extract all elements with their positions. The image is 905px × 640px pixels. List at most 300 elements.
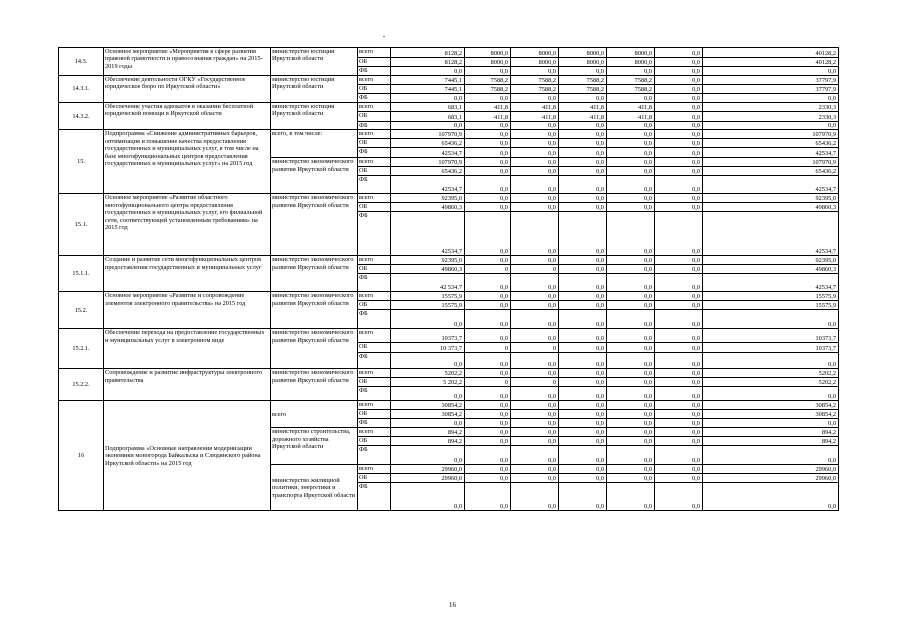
amount-cell: 107970,9 (703, 158, 839, 167)
amount-cell: 0,0 (559, 387, 607, 401)
funding-source-cell: ОБ (358, 167, 391, 176)
amount-cell: 92395,0 (703, 194, 839, 203)
funding-source-cell: ФБ (358, 483, 391, 511)
amount-cell: 0,0 (511, 301, 559, 310)
description-cell: Обеспечение деятельности ОГКУ «Государственное юридическое бюро по Иркутской области» (104, 76, 271, 103)
amount-cell: 0,0 (511, 167, 559, 176)
description-cell: министерство экономического развития Иркутской области (271, 158, 358, 194)
amount-cell: 0,0 (703, 483, 839, 511)
amount-cell: 5202,2 (703, 369, 839, 378)
amount-cell: 0,0 (607, 212, 655, 256)
amount-cell: 0,0 (465, 256, 511, 265)
funding-source-cell: ОБ (358, 301, 391, 310)
amount-cell: 0,0 (559, 419, 607, 428)
amount-cell: 0,0 (607, 343, 655, 353)
description-cell: Обеспечение участия адвокатов в оказании бесплатной юридической помощи в Иркутской области (104, 103, 271, 130)
amount-cell: 0,0 (655, 256, 703, 265)
amount-cell: 0,0 (655, 401, 703, 410)
amount-cell: 0,0 (655, 446, 703, 465)
funding-source-cell: ФБ (358, 67, 391, 76)
amount-cell: 0,0 (391, 94, 465, 103)
amount-cell: 0,0 (465, 167, 511, 176)
amount-cell: 65436,2 (703, 167, 839, 176)
amount-cell: 0,0 (511, 67, 559, 76)
budget-table (58, 47, 839, 511)
amount-cell: 0,0 (559, 483, 607, 511)
amount-cell: 0,0 (607, 265, 655, 274)
row-code-cell: 15.1. (59, 194, 104, 256)
amount-cell: 0,0 (655, 122, 703, 130)
table-row (59, 76, 839, 85)
amount-cell: 0,0 (703, 446, 839, 465)
amount-cell: 40128,2 (703, 48, 839, 58)
amount-cell: 0,0 (391, 446, 465, 465)
amount-cell: 0,0 (607, 203, 655, 212)
amount-cell: 0,0 (511, 176, 559, 194)
amount-cell: 37797,9 (703, 85, 839, 94)
amount-cell: 0,0 (655, 437, 703, 446)
scan-speck (383, 36, 385, 37)
funding-source-cell: всего (358, 465, 391, 474)
amount-cell: 7588,2 (607, 76, 655, 85)
row-code-cell: 15.2.1. (59, 329, 104, 369)
amount-cell: 0,0 (655, 167, 703, 176)
row-code-cell: 15.2. (59, 292, 104, 329)
amount-cell: 42534,7 (703, 274, 839, 292)
amount-cell: 0,0 (391, 67, 465, 76)
amount-cell: 42534,7 (703, 212, 839, 256)
amount-cell: 0,0 (511, 428, 559, 437)
amount-cell: 107970,9 (703, 130, 839, 139)
amount-cell: 0,0 (559, 212, 607, 256)
amount-cell: 0,0 (559, 378, 607, 387)
amount-cell: 30854,2 (703, 401, 839, 410)
amount-cell: 0,0 (703, 353, 839, 369)
funding-source-cell: всего (358, 130, 391, 139)
amount-cell: 0,0 (655, 419, 703, 428)
funding-source-cell: всего (358, 194, 391, 203)
funding-source-cell: всего (358, 103, 391, 112)
amount-cell: 0,0 (607, 401, 655, 410)
funding-source-cell: ОБ (358, 58, 391, 67)
amount-cell: 0,0 (655, 148, 703, 158)
description-cell: Сопровождение и развитие инфраструктуры электронного правительства (104, 369, 271, 401)
amount-cell: 0,0 (465, 465, 511, 474)
amount-cell: 0,0 (655, 130, 703, 139)
amount-cell: 15575,9 (391, 292, 465, 301)
amount-cell: 29960,0 (391, 474, 465, 483)
amount-cell: 7588,2 (511, 85, 559, 94)
amount-cell: 29960,0 (703, 474, 839, 483)
amount-cell: 0,0 (607, 274, 655, 292)
amount-cell: 7588,2 (559, 76, 607, 85)
amount-cell: 0,0 (559, 203, 607, 212)
amount-cell: 15575,9 (703, 292, 839, 301)
amount-cell: 49860,3 (391, 265, 465, 274)
amount-cell: 0,0 (655, 369, 703, 378)
funding-source-cell: ОБ (358, 474, 391, 483)
amount-cell: 0,0 (559, 401, 607, 410)
funding-source-cell: ФБ (358, 176, 391, 194)
amount-cell: 0,0 (465, 139, 511, 148)
amount-cell: 10373,7 (703, 329, 839, 343)
amount-cell: 0,0 (655, 378, 703, 387)
amount-cell: 0,0 (655, 310, 703, 329)
amount-cell: 0,0 (655, 158, 703, 167)
amount-cell: 10373,7 (391, 329, 465, 343)
amount-cell: 0,0 (655, 48, 703, 58)
amount-cell: 7588,2 (465, 76, 511, 85)
amount-cell: 40128,2 (703, 58, 839, 67)
row-code-cell: 14.3.1. (59, 76, 104, 103)
description-cell: министерство жилищной политики, энергетики и транспорта Иркутской области (271, 465, 358, 511)
description-cell: министерство экономического развития Иркутской области (271, 292, 358, 329)
amount-cell: 8128,2 (391, 58, 465, 67)
description-cell: министерство экономического развития Иркутской области (271, 256, 358, 292)
amount-cell: 0,0 (559, 256, 607, 265)
amount-cell: 30854,2 (391, 401, 465, 410)
amount-cell: 0,0 (465, 176, 511, 194)
amount-cell: 0,0 (655, 474, 703, 483)
amount-cell: 42534,7 (391, 176, 465, 194)
amount-cell: 8000,0 (465, 58, 511, 67)
amount-cell: 0,0 (655, 274, 703, 292)
amount-cell: 0,0 (655, 343, 703, 353)
amount-cell: 0,0 (391, 353, 465, 369)
amount-cell: 15575,9 (391, 301, 465, 310)
amount-cell: 2330,3 (703, 103, 839, 112)
amount-cell: 7588,2 (607, 85, 655, 94)
funding-source-cell: всего (358, 158, 391, 167)
amount-cell: 0,0 (559, 428, 607, 437)
amount-cell: 0,0 (465, 310, 511, 329)
amount-cell: 0,0 (391, 122, 465, 130)
amount-cell: 0,0 (607, 122, 655, 130)
funding-source-cell: ОБ (358, 410, 391, 419)
table-row (59, 256, 839, 265)
amount-cell: 0,0 (559, 265, 607, 274)
description-cell: министерство экономического развития Иркутской области (271, 369, 358, 401)
amount-cell: 0,0 (511, 446, 559, 465)
amount-cell: 0,0 (511, 437, 559, 446)
amount-cell: 411,8 (559, 112, 607, 122)
amount-cell: 0,0 (511, 369, 559, 378)
amount-cell: 0,0 (607, 410, 655, 419)
amount-cell: 0,0 (655, 112, 703, 122)
description-cell: Подпрограмма «Основные направления модернизации экономики моногорода Байкальска и Слюдянского района Иркутской области» на 2015 год (104, 401, 271, 511)
amount-cell: 0,0 (607, 428, 655, 437)
row-code-cell: 15.1.1. (59, 256, 104, 292)
amount-cell: 0,0 (511, 130, 559, 139)
amount-cell: 0,0 (465, 410, 511, 419)
amount-cell: 0,0 (607, 158, 655, 167)
table-row (59, 48, 839, 58)
description-cell: министерство юстиции Иркутской области (271, 103, 358, 130)
amount-cell: 0,0 (511, 292, 559, 301)
description-cell: всего, в том числе: (271, 130, 358, 158)
amount-cell: 0,0 (655, 387, 703, 401)
amount-cell: 0,0 (559, 158, 607, 167)
amount-cell: 0,0 (703, 67, 839, 76)
funding-source-cell: ФБ (358, 419, 391, 428)
amount-cell: 0,0 (559, 353, 607, 369)
description-cell: Подпрограмма «Снижение административных барьеров, оптимизация и повышение качества предоставления государственных и муниципальных услуг, в том числе на базе многофункциональных центров предоставления государственных и муниципальных услуг» на 2015 год (104, 130, 271, 194)
description-cell: Основное мероприятие «Развитие и сопровождение элементов электронного правительства» на 2015 год (104, 292, 271, 329)
amount-cell: 0,0 (559, 369, 607, 378)
amount-cell: 0,0 (511, 474, 559, 483)
amount-cell: 0,0 (655, 483, 703, 511)
amount-cell: 10373,7 (703, 343, 839, 353)
table-row (59, 369, 839, 378)
amount-cell: 0,0 (559, 176, 607, 194)
amount-cell: 0,0 (465, 387, 511, 401)
amount-cell: 0,0 (607, 67, 655, 76)
funding-source-cell: ОБ (358, 112, 391, 122)
amount-cell: 0,0 (655, 103, 703, 112)
funding-source-cell: ФБ (358, 353, 391, 369)
funding-source-cell: ФБ (358, 310, 391, 329)
amount-cell: 8000,0 (607, 58, 655, 67)
row-code-cell: 14.3. (59, 48, 104, 76)
amount-cell: 0,0 (655, 176, 703, 194)
amount-cell: 0,0 (607, 387, 655, 401)
amount-cell: 0,0 (655, 67, 703, 76)
amount-cell: 894,2 (703, 437, 839, 446)
amount-cell: 65436,2 (391, 167, 465, 176)
amount-cell: 0,0 (511, 212, 559, 256)
amount-cell: 0,0 (703, 419, 839, 428)
amount-cell: 0,0 (511, 256, 559, 265)
amount-cell: 0,0 (511, 310, 559, 329)
amount-cell: 0,0 (465, 194, 511, 203)
amount-cell: 0,0 (465, 419, 511, 428)
amount-cell: 0,0 (511, 329, 559, 343)
amount-cell: 0,0 (559, 67, 607, 76)
amount-cell: 0,0 (511, 387, 559, 401)
funding-source-cell: всего (358, 428, 391, 437)
amount-cell: 0,0 (607, 419, 655, 428)
amount-cell: 0,0 (511, 194, 559, 203)
funding-source-cell: ОБ (358, 139, 391, 148)
amount-cell: 0,0 (559, 122, 607, 130)
amount-cell: 0,0 (465, 446, 511, 465)
description-cell: Основное мероприятие «Мероприятия в сфере развития правовой грамотности и правосознания граждан» на 2015-2019 годы (104, 48, 271, 76)
amount-cell: 0,0 (465, 329, 511, 343)
amount-cell: 411,8 (465, 103, 511, 112)
amount-cell: 0 (511, 265, 559, 274)
funding-source-cell: ОБ (358, 343, 391, 353)
amount-cell: 0,0 (511, 401, 559, 410)
funding-source-cell: всего (358, 48, 391, 58)
amount-cell: 0,0 (465, 428, 511, 437)
table-row (59, 401, 839, 410)
description-cell: министерство строительства, дорожного хозяйства Иркутской области (271, 428, 358, 465)
row-code-cell: 14.3.2. (59, 103, 104, 130)
amount-cell: 0,0 (607, 369, 655, 378)
amount-cell: 0,0 (465, 94, 511, 103)
amount-cell: 42534,7 (703, 176, 839, 194)
amount-cell: 42 534,7 (391, 274, 465, 292)
amount-cell: 0,0 (607, 130, 655, 139)
funding-source-cell: всего (358, 256, 391, 265)
description-cell: министерство экономического развития Иркутской области (271, 329, 358, 369)
amount-cell: 49860,3 (703, 203, 839, 212)
description-cell: Обеспечение перехода на предоставление государственных и муниципальных услуг в электронном виде (104, 329, 271, 369)
amount-cell: 0,0 (559, 274, 607, 292)
amount-cell: 0,0 (655, 353, 703, 369)
funding-source-cell: ОБ (358, 265, 391, 274)
amount-cell: 411,8 (511, 103, 559, 112)
description-cell: Основное мероприятие «Развитие областного многофункционального центра предоставления государственных и муниципальных услуг, его филиальной сети, соответствующей установленным требованиям» на 2015 год (104, 194, 271, 256)
funding-source-cell: ФБ (358, 148, 391, 158)
amount-cell: 0,0 (607, 437, 655, 446)
amount-cell: 0,0 (465, 203, 511, 212)
amount-cell: 65436,2 (703, 139, 839, 148)
amount-cell: 0,0 (511, 148, 559, 158)
amount-cell: 0,0 (559, 94, 607, 103)
amount-cell: 0,0 (655, 94, 703, 103)
amount-cell: 0,0 (391, 419, 465, 428)
amount-cell: 0,0 (655, 58, 703, 67)
row-code-cell: 15.2.2. (59, 369, 104, 401)
amount-cell: 8000,0 (559, 58, 607, 67)
amount-cell: 0,0 (607, 176, 655, 194)
amount-cell: 683,1 (391, 103, 465, 112)
amount-cell: 0,0 (607, 353, 655, 369)
amount-cell: 42534,7 (703, 148, 839, 158)
amount-cell: 0 (465, 343, 511, 353)
amount-cell: 7445,1 (391, 85, 465, 94)
amount-cell: 42534,7 (391, 212, 465, 256)
amount-cell: 0,0 (511, 353, 559, 369)
amount-cell: 894,2 (391, 428, 465, 437)
amount-cell: 0,0 (559, 410, 607, 419)
amount-cell: 92395,0 (391, 194, 465, 203)
amount-cell: 411,8 (511, 112, 559, 122)
amount-cell: 0,0 (607, 194, 655, 203)
amount-cell: 894,2 (703, 428, 839, 437)
amount-cell: 5202,2 (703, 378, 839, 387)
amount-cell: 0,0 (511, 203, 559, 212)
amount-cell: 49860,3 (703, 265, 839, 274)
amount-cell: 0,0 (559, 167, 607, 176)
amount-cell: 0,0 (655, 465, 703, 474)
amount-cell: 0,0 (607, 167, 655, 176)
description-cell: всего (271, 401, 358, 428)
amount-cell: 0,0 (465, 353, 511, 369)
amount-cell: 0,0 (391, 310, 465, 329)
funding-source-cell: ОБ (358, 378, 391, 387)
amount-cell: 42534,7 (391, 148, 465, 158)
amount-cell: 0,0 (607, 94, 655, 103)
amount-cell: 0,0 (465, 483, 511, 511)
amount-cell: 0,0 (655, 428, 703, 437)
amount-cell: 0 (465, 378, 511, 387)
amount-cell: 0,0 (655, 76, 703, 85)
amount-cell: 0 (511, 378, 559, 387)
funding-source-cell: ОБ (358, 203, 391, 212)
amount-cell: 49860,3 (391, 203, 465, 212)
amount-cell: 29960,0 (703, 465, 839, 474)
amount-cell: 0,0 (511, 274, 559, 292)
table-row (59, 329, 839, 343)
amount-cell: 0,0 (655, 203, 703, 212)
page-number: 16 (449, 601, 456, 609)
amount-cell: 0,0 (511, 94, 559, 103)
amount-cell: 7588,2 (465, 85, 511, 94)
amount-cell: 0,0 (465, 158, 511, 167)
amount-cell: 0,0 (391, 483, 465, 511)
amount-cell: 8000,0 (559, 48, 607, 58)
amount-cell: 8128,2 (391, 48, 465, 58)
funding-source-cell: ФБ (358, 122, 391, 130)
amount-cell: 8000,0 (511, 58, 559, 67)
amount-cell: 8000,0 (607, 48, 655, 58)
amount-cell: 2330,3 (703, 112, 839, 122)
amount-cell: 0,0 (559, 437, 607, 446)
amount-cell: 0,0 (703, 122, 839, 130)
row-code-cell: 15. (59, 130, 104, 194)
amount-cell: 0,0 (465, 369, 511, 378)
amount-cell: 0,0 (465, 274, 511, 292)
funding-source-cell: ФБ (358, 94, 391, 103)
amount-cell: 0,0 (655, 329, 703, 343)
amount-cell: 0,0 (465, 292, 511, 301)
funding-source-cell: ФБ (358, 446, 391, 465)
amount-cell: 0,0 (559, 474, 607, 483)
amount-cell: 0,0 (607, 446, 655, 465)
amount-cell: 0,0 (607, 256, 655, 265)
amount-cell: 0,0 (559, 292, 607, 301)
amount-cell: 0,0 (655, 212, 703, 256)
funding-source-cell: ОБ (358, 437, 391, 446)
amount-cell: 0,0 (607, 310, 655, 329)
amount-cell: 0,0 (607, 474, 655, 483)
funding-source-cell: всего (358, 76, 391, 85)
amount-cell: 894,2 (391, 437, 465, 446)
amount-cell: 7445,1 (391, 76, 465, 85)
amount-cell: 0,0 (655, 410, 703, 419)
funding-source-cell: всего (358, 329, 391, 343)
amount-cell: 0,0 (465, 148, 511, 158)
amount-cell: 0,0 (559, 194, 607, 203)
amount-cell: 0,0 (655, 265, 703, 274)
amount-cell: 683,1 (391, 112, 465, 122)
description-cell: министерство юстиции Иркутской области (271, 48, 358, 76)
funding-source-cell: ОБ (358, 85, 391, 94)
amount-cell: 411,8 (465, 112, 511, 122)
amount-cell: 0,0 (511, 410, 559, 419)
amount-cell: 0,0 (465, 401, 511, 410)
amount-cell: 107970,9 (391, 130, 465, 139)
amount-cell: 5202,2 (391, 369, 465, 378)
amount-cell: 37797,9 (703, 76, 839, 85)
funding-source-cell: всего (358, 401, 391, 410)
amount-cell: 0,0 (607, 301, 655, 310)
funding-source-cell: ФБ (358, 387, 391, 401)
amount-cell: 0,0 (511, 483, 559, 511)
funding-source-cell: ФБ (358, 274, 391, 292)
amount-cell: 92395,0 (703, 256, 839, 265)
amount-cell: 65436,2 (391, 139, 465, 148)
amount-cell: 0,0 (607, 483, 655, 511)
table-row (59, 292, 839, 301)
amount-cell: 411,8 (607, 103, 655, 112)
amount-cell: 0,0 (703, 310, 839, 329)
amount-cell: 0,0 (465, 130, 511, 139)
amount-cell: 0,0 (703, 387, 839, 401)
description-cell: Создание и развитие сети многофункциональных центров предоставления государственных и муниципальных услуг (104, 256, 271, 292)
